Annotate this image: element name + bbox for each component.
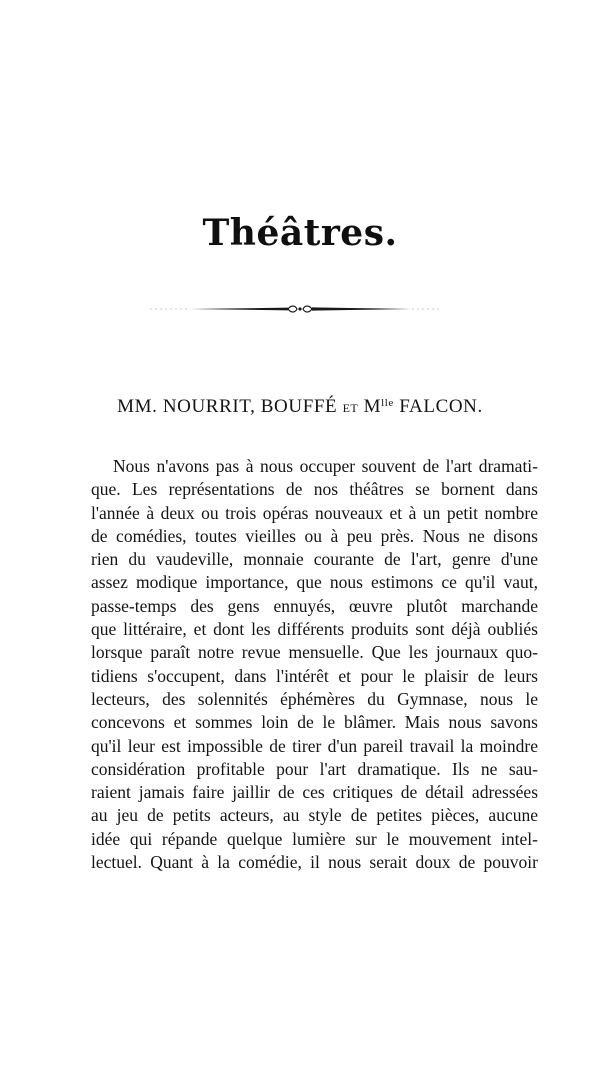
body-line: considération profitable pour l'art dramatique. Ils ne sau- <box>91 758 538 779</box>
body-line: lecteurs, des solennités éphémères du Gymnase, nous le <box>91 688 538 709</box>
body-line: tidiens s'occupent, dans l'intérêt et pour le plaisir de leurs <box>91 665 538 686</box>
body-line: lorsque paraît notre revue mensuelle. Que les journaux quo- <box>91 642 538 663</box>
body-line: idée qui répande quelque lumière sur le mouvement intel- <box>91 828 538 849</box>
body-line: que littéraire, et dont les différents produits sont déjà oubliés <box>91 619 538 640</box>
body-line: raient jamais faire jaillir de ces critiques de détail adressées <box>91 782 538 803</box>
heading-names: MM. NOURRIT, BOUFFÉ <box>117 396 338 417</box>
body-line: concevons et sommes loin de le blâmer. Mais nous savons <box>91 712 538 733</box>
body-line: Nous n'avons pas à nous occuper souvent de l'art dramati- <box>113 456 538 476</box>
article-heading <box>0 396 600 418</box>
body-line: lectuel. Quant à la comédie, il nous serait doux de pouvoir <box>91 852 538 873</box>
heading-mlle: $M^{lle}$ <box>363 396 394 417</box>
body-line: au jeu de petits acteurs, au style de petites pièces, aucune <box>91 805 538 826</box>
body-line: rien du vaudeville, monnaie courante de l'art, genre d'une <box>91 549 538 570</box>
heading-conjunction: ET <box>342 401 359 415</box>
article-body <box>91 455 538 874</box>
body-line: que. Les représentations de nos théâtres se bornent dans <box>91 479 538 500</box>
section-title: Théâtres. <box>202 212 398 254</box>
body-line: passe-temps des gens ennuyés, œuvre plutôt marchande <box>91 595 538 616</box>
body-line: qu'il leur est impossible de tirer d'un pareil travail la moindre <box>91 735 538 756</box>
ornamental-divider <box>150 302 440 316</box>
body-line: l'année à deux ou trois opéras nouveaux et à un petit nombre <box>91 502 538 523</box>
body-line: assez modique importance, que nous estimons ce qu'il vaut, <box>91 572 538 593</box>
heading-falcon: FALCON. <box>399 396 483 417</box>
body-line: de comédies, toutes vieilles ou à peu près. Nous ne disons <box>91 525 538 546</box>
